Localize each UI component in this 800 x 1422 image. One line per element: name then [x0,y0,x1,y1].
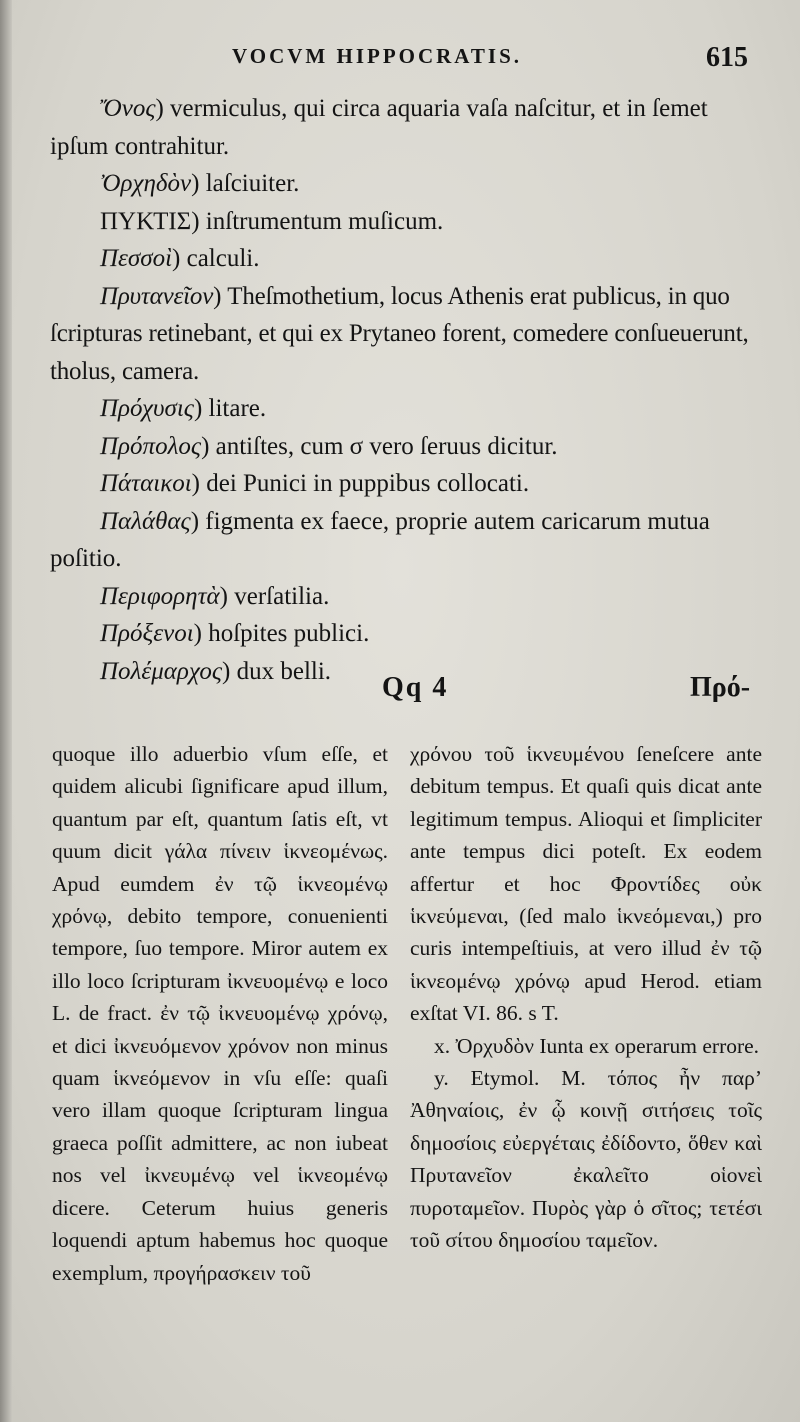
entry-definition: verſatilia. [234,582,330,610]
entry-definition: litare. [208,395,267,422]
entry-term: Πρόχυσις [100,395,194,422]
entry-definition: Theſmothetium, locus Athenis erat publicus, in quo ſcripturas retinebant, et qui ex Prytaneo forent, comedere conſueuerunt, tholus, camera. [50,282,749,385]
entry-definition: dux belli. [236,657,332,685]
glossary-entry: Περιφορητὰ) verſatilia. [100,582,330,610]
entry-term: Πρόξενοι [100,620,194,647]
entry-term: Παλάθας [100,507,191,535]
glossary-entries [50,90,766,690]
glossary-entry: Πρόχυσις) litare. [100,395,267,422]
glossary-entry: Πάταικοι) dei Punici in puppibus collocati. [100,470,530,497]
footnote-column-right [410,738,762,1257]
footnote-paragraph: y. Etymol. M. τόπος ἦν παρ’ Ἀθηναίοις, ἐν ᾧ κοινῇ σιτήσεις τοῖς δημοσίοις εὐεργέταις ἐδίδοντο, ὅθεν καὶ Πρυτανεῖον ἐκαλεῖτο οἱονεὶ πυροταμεῖον. Πυρὸς γὰρ ὁ σῖτος; τετέσι τοῦ σίτου δημοσίου ταμεῖον. [410,1066,762,1253]
entry-term: Πεσσοὶ [100,245,173,272]
entry-term: Ὀρχηδὸν [100,170,192,197]
glossary-entry: Πρυτανεῖον) Theſmothetium, locus Athenis erat publicus, in quo ſcripturas retinebant, et qui ex Prytaneo forent, comedere conſueuerunt, tholus, camera. [50,282,749,385]
signature-line [0,672,800,712]
signature-mark: Qq 4 [382,672,449,703]
entry-definition: calculi. [186,245,260,272]
entry-term: Πρόπολος [100,432,202,460]
running-header [0,42,800,82]
entry-definition: laſciuiter. [205,170,300,197]
glossary-entry: Ὄνος) vermiculus, qui circa aquaria vaſa naſcitur, et in ſemet ipſum contrahitur. [50,95,708,160]
entry-definition: hoſpites publici. [208,620,370,647]
entry-definition: antiſtes, cum σ vero ſeruus dicitur. [215,432,558,460]
entry-term: Περιφορητὰ [100,582,220,610]
entry-term: Ὄνος [100,95,156,122]
entry-definition: figmenta ex faece, proprie autem caricarum mutua poſitio. [50,507,710,572]
catchword: Πρό- [690,672,751,703]
entry-definition: dei Punici in puppibus collocati. [206,470,530,497]
footnote-paragraph: x. Ὀρχυδὸν Iunta ex operarum errore. [434,1033,760,1058]
page-number: 615 [706,42,748,73]
glossary-entry: Ὀρχηδὸν) laſciuiter. [100,170,300,197]
footnote-text: quoque illo aduerbio vſum eſſe, et quidem alicubi ſignificare apud illum, quantum par eſt, quantum ſatis eſt, vt quum dicit γάλα πίνειν ἱκνεομένως. Apud eumdem ἐν τῷ ἱκνεομένῳ χρόνῳ, debito tempore, conuenienti tempore, ſuo tempore. Miror autem ex illo loco ſcripturam ἰκνευομένῳ e loco L. de fract. ἐν τῷ ἰκνευομένῳ χρόνῳ, et dici ἰκνευόμενον χρόνον non minus quam ἱκνεόμενον in vſu eſſe: quaſi vero illam quoque ſcripturam lingua graeca poſſit admittere, ac non iubeat nos vel ἰκνευμένῳ vel ἱκνεομένῳ dicere. Ceterum huius generis loquendi aptum habemus hoc quoque exemplum, προγήρασκειν τοῦ [52,742,388,1285]
glossary-entry: ΠΥΚΤΙΣ) inſtrumentum muſicum. [100,207,444,235]
glossary-entry: Πολέμαρχος) dux belli. [100,657,332,685]
running-title: VOCVM HIPPOCRATIS. [232,44,523,68]
footnote-paragraph: χρόνου τοῦ ἱκνευμένου ſeneſcere ante debitum tempus. Et quaſi quis dicat ante legitimum tempus. Alioqui et ſimpliciter ante tempus dici poteſt. Ex eodem affertur et hoc Φροντίδες οὐκ ἱκνεύμεναι, (ſed malo ἱκνεόμεναι,) pro curis intempeſtiuis, at vero illud ἐν τῷ ἱκνεομένῳ χρόνῳ apud Herod. etiam exſtat VI. 86. s T. [410,742,762,1026]
entry-definition: inſtrumentum muſicum. [205,207,444,235]
entry-term: Πολέμαρχος [100,657,223,685]
footnote-column-left [52,738,388,1289]
entry-term: Πάταικοι [100,470,192,497]
entry-definition: vermiculus, qui circa aquaria vaſa naſcitur, et in ſemet ipſum contrahitur. [50,95,708,160]
glossary-entry: Πρόπολος) antiſtes, cum σ vero ſeruus dicitur. [100,432,558,460]
glossary-entry: Πρόξενοι) hoſpites publici. [100,620,370,647]
entry-term: Πρυτανεῖον [100,282,214,310]
glossary-entry: Παλάθας) figmenta ex faece, proprie autem caricarum mutua poſitio. [50,507,710,572]
glossary-entry: Πεσσοὶ) calculi. [100,245,260,272]
entry-term: ΠΥΚΤΙΣ [100,207,192,235]
